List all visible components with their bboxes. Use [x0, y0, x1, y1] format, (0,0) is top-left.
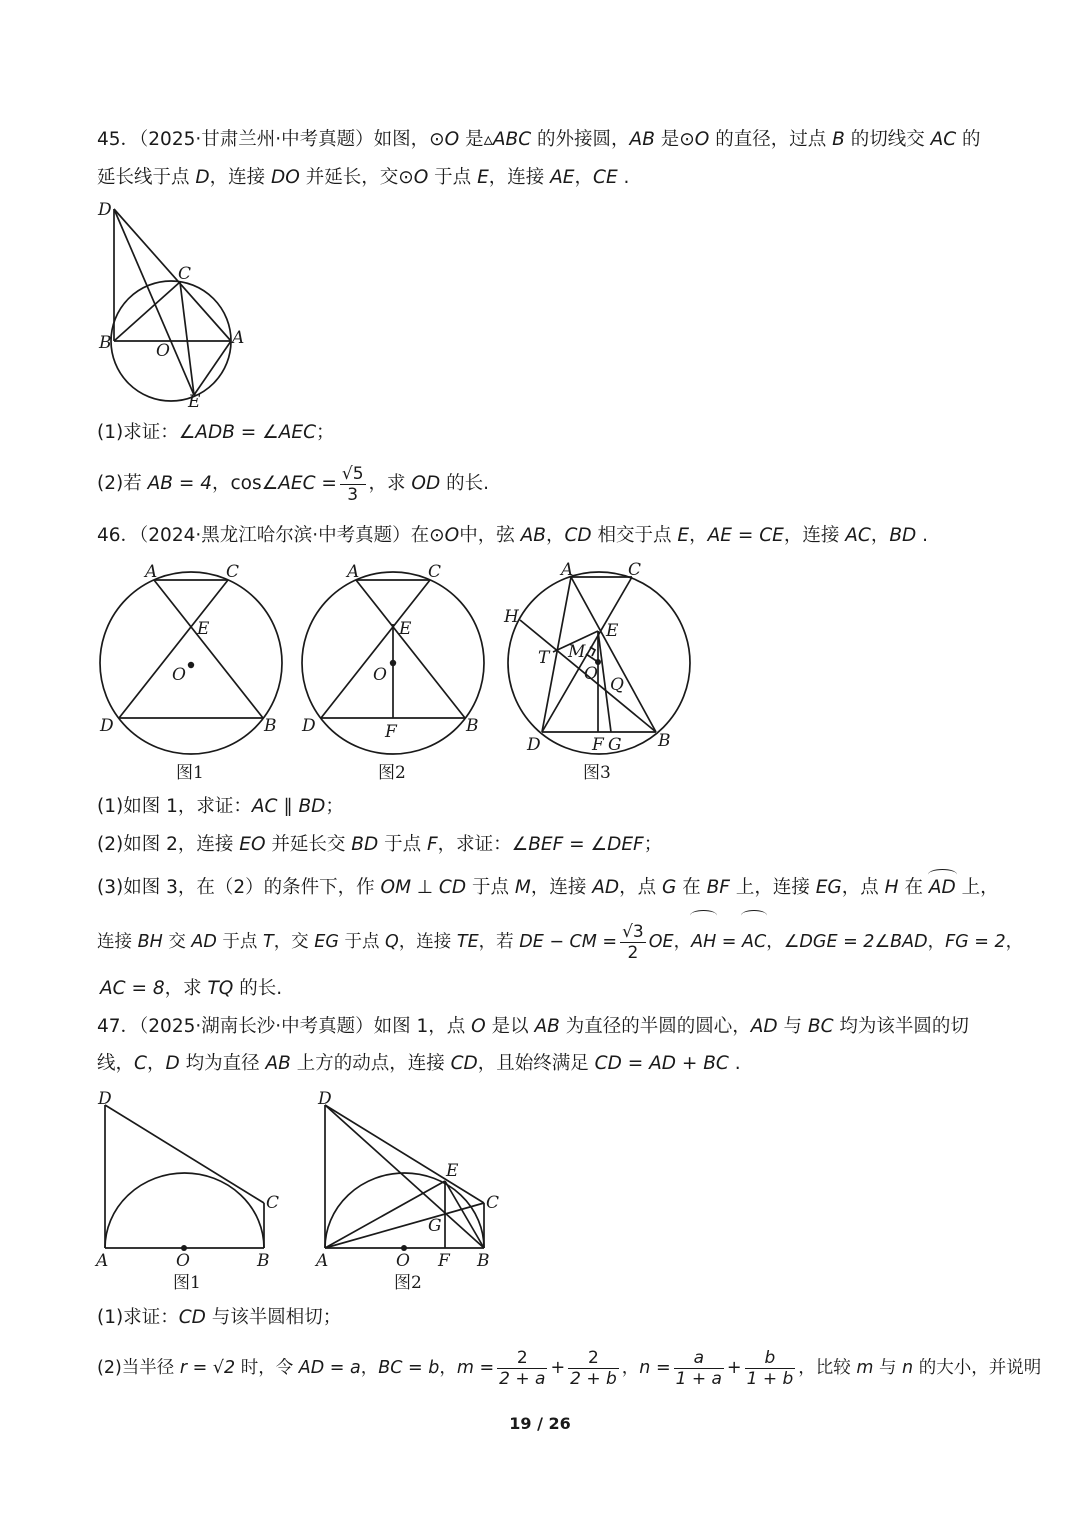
- p47-f2-label-O: O: [396, 1251, 410, 1271]
- p46-figure-2: [297, 558, 492, 788]
- p47-f2-DC: [325, 1105, 484, 1203]
- p46-f2-label-B: B: [466, 716, 479, 736]
- p46-f3-label-M: M: [568, 642, 586, 662]
- p47-stem-line1: 47．（2025·湖南长沙·中考真题）如图 1，点 O 是以 AB 为直径的半圆的圆心，AD 与 BC 均为该半圆的切: [97, 1016, 969, 1037]
- p47-q2-frac-m1: $\frac{2}{2 + a}$: [499, 1347, 546, 1389]
- p46-f2-caption: 图2: [378, 763, 406, 783]
- p46-f1-label-O: O: [172, 665, 186, 685]
- p47-figure-1: [90, 1085, 295, 1295]
- p45-label-C: C: [178, 264, 192, 284]
- p46-f1-label-E: E: [197, 619, 210, 639]
- p46-f1-CD: [119, 580, 228, 718]
- p47-f1-caption: 图1: [173, 1273, 201, 1293]
- p47-q2: (2)当半径 r = √2 时，令 AD = a，BC = b，m = $\frac{2}{2 + a}$ + $\frac{2}{2 + b}$ ，n = $\frac{a}{1 + a}$ + $\frac{b}{1 + b}$ ，比较 m 与 n 的大小，并说明: [97, 1347, 1042, 1389]
- p47-f2-label-F: F: [438, 1251, 450, 1271]
- p46-f2-label-A: A: [347, 562, 360, 582]
- p47-f1-label-D: D: [98, 1089, 112, 1109]
- p46-stem: 46．（2024·黑龙江哈尔滨·中考真题）在⊙O中，弦 AB，CD 相交于点 E，AE = CE，连接 AC，BD .: [97, 525, 929, 546]
- p46-f2-AB: [356, 580, 465, 718]
- p46-f3-label-E: E: [606, 621, 619, 641]
- p47-stem-line2: 线，C，D 均为直径 AB 上方的动点，连接 CD，且始终满足 CD = AD + BC .: [97, 1053, 741, 1074]
- p45-stem-line2: 延长线于点 D，连接 DO 并延长，交⊙O 于点 E，连接 AE，CE .: [97, 167, 630, 188]
- p46-f3-label-H: H: [504, 607, 519, 627]
- p47-f1-label-A: A: [96, 1251, 109, 1271]
- p46-f1-center-dot: [188, 662, 194, 668]
- p46-f3-label-A: A: [561, 560, 574, 580]
- p47-f2-caption: 图2: [394, 1273, 422, 1293]
- p46-q3-fraction: $\frac{√3}{2}$: [622, 921, 644, 963]
- p47-figure-2: [310, 1085, 520, 1295]
- p46-f3-label-F: F: [592, 735, 604, 755]
- p46-f3-label-O: O: [584, 664, 598, 684]
- p46-f1-label-C: C: [226, 562, 240, 582]
- p46-f1-label-D: D: [100, 716, 114, 736]
- p46-arc-AC: AC: [742, 913, 766, 967]
- p46-q3-line1: (3)如图 3，在（2）的条件下，作 OM ⊥ CD 于点 M，连接 AD，点 G 在 BF 上，连接 EG，点 H 在 AD 上，: [97, 872, 999, 900]
- p46-f3-label-D: D: [527, 735, 541, 755]
- p47-f1-label-O: O: [176, 1251, 190, 1271]
- p46-figure-3: [500, 558, 695, 788]
- p46-f1-caption: 图1: [176, 763, 204, 783]
- p45-label-E: E: [188, 392, 201, 412]
- p47-q2-frac-n1: $\frac{a}{1 + a}$: [675, 1347, 722, 1389]
- p46-f1-label-B: B: [264, 716, 277, 736]
- p47-f2-label-C: C: [486, 1193, 500, 1213]
- p45-q2-fraction: $\frac{√5}{3}$: [341, 463, 364, 505]
- p45-label-B: B: [99, 333, 112, 353]
- page-number: 19 / 26: [509, 1414, 571, 1433]
- p45-q2: (2)若 AB = 4，cos∠AEC = $\frac{√5}{3}$ ，求 OD 的长.: [97, 463, 489, 505]
- p47-f1-label-C: C: [266, 1193, 280, 1213]
- p45-line-DA: [114, 209, 231, 341]
- p47-q2-frac-m2: $\frac{2}{2 + b}$: [570, 1347, 617, 1389]
- p46-arc-AH: AH: [691, 913, 716, 967]
- p47-f2-label-D: D: [318, 1089, 332, 1109]
- p47-f2-DB: [325, 1105, 484, 1248]
- p46-q3-line3: AC = 8，求 TQ 的长.: [100, 978, 283, 999]
- p45-label-A: A: [232, 328, 245, 348]
- p47-f2-label-A: A: [316, 1251, 329, 1271]
- p46-f1-label-A: A: [145, 562, 158, 582]
- p47-f2-label-B: B: [477, 1251, 490, 1271]
- p46-f2-label-F: F: [385, 722, 397, 742]
- p47-f1-DC: [105, 1105, 264, 1203]
- p46-f3-label-B: B: [658, 731, 671, 751]
- p46-f3-caption: 图3: [583, 763, 611, 783]
- p45-label-D: D: [98, 200, 112, 220]
- p47-f1-label-B: B: [257, 1251, 270, 1271]
- p46-f1-AB: [154, 580, 263, 718]
- p46-arc-AD: AD: [929, 872, 956, 900]
- p45-q1: (1)求证：∠ADB = ∠AEC；: [97, 422, 335, 443]
- p46-f2-center-dot: [390, 660, 396, 666]
- p46-figure-1: [95, 558, 290, 788]
- p45-stem-line1: 45．（2025·甘肃兰州·中考真题）如图，⊙O 是▵ABC 的外接圆，AB 是⊙O 的直径，过点 B 的切线交 AC 的: [97, 129, 981, 150]
- p46-f2-label-D: D: [302, 716, 316, 736]
- p47-f2-AE: [325, 1181, 445, 1248]
- p46-f3-label-G: G: [608, 735, 622, 755]
- p46-f3-right-angle: [590, 647, 595, 656]
- p46-q2: (2)如图 2，连接 EO 并延长交 BD 于点 F，求证：∠BEF = ∠DEF；: [97, 834, 663, 855]
- p47-f2-label-G: G: [428, 1216, 442, 1236]
- p47-q2-frac-n2: $\frac{b}{1 + b}$: [746, 1347, 794, 1389]
- p46-f3-label-Q: Q: [610, 675, 624, 695]
- p46-q3-line2: 连接 BH 交 AD 于点 T，交 EG 于点 Q，连接 TE，若 DE − CM = $\frac{√3}{2}$ OE，AH = AC，∠DGE = 2∠BAD，FG = 2，: [97, 913, 1023, 967]
- p45-label-O: O: [156, 341, 170, 361]
- p46-q1: (1)如图 1，求证：AC ∥ BD；: [97, 796, 344, 817]
- p46-f3-label-T: T: [538, 648, 550, 668]
- p45-figure: [90, 195, 265, 420]
- p45-line-BC: [114, 282, 180, 341]
- p46-f2-label-O: O: [373, 665, 387, 685]
- p46-f2-CD: [321, 580, 430, 718]
- p46-f3-label-C: C: [628, 560, 642, 580]
- p47-q1: (1)求证：CD 与该半圆相切；: [97, 1307, 342, 1328]
- p46-f2-label-C: C: [428, 562, 442, 582]
- p46-f2-label-E: E: [399, 619, 412, 639]
- p47-f1-semicircle: [105, 1173, 264, 1248]
- p47-f2-label-E: E: [446, 1161, 459, 1181]
